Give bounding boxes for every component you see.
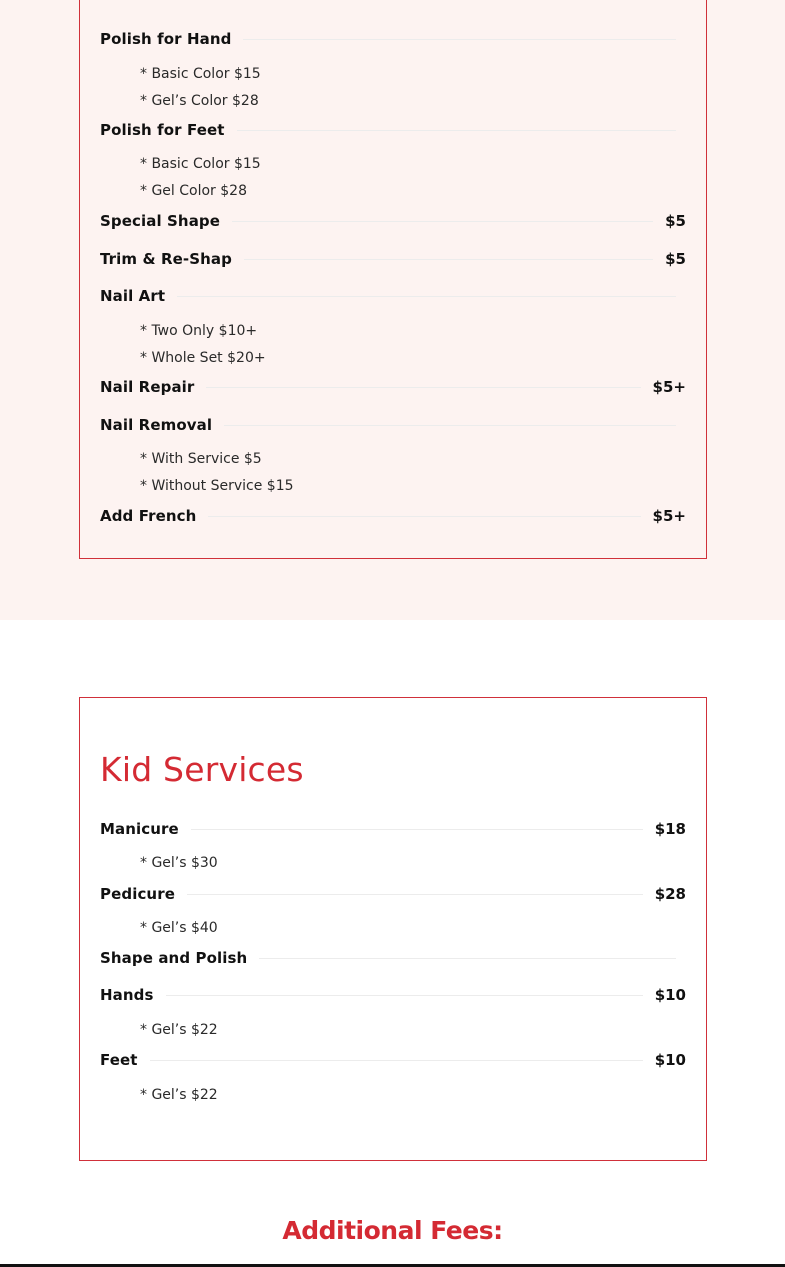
service-row-polish-hand [100, 28, 686, 50]
service-name: Shape and Polish [100, 949, 248, 967]
service-row-nail-removal [100, 414, 686, 436]
additional-fees-title: Additional Fees: [282, 1216, 503, 1245]
service-row-manicure [100, 818, 686, 840]
service-row-nail-repair [100, 376, 686, 398]
service-row-add-french [100, 505, 686, 527]
service-sub-item: * Gel’s $22 [140, 1022, 218, 1038]
service-row-shape-polish [100, 947, 686, 969]
service-name: Nail Repair [100, 378, 195, 396]
leader-line [224, 425, 676, 426]
kid-services-card [79, 697, 707, 1161]
service-name: Manicure [100, 820, 179, 838]
section-title: Kid Services [100, 750, 304, 789]
service-sub-item: * Gel’s $30 [140, 855, 218, 871]
leader-line [237, 130, 676, 131]
leader-line [243, 39, 676, 40]
service-name: Add French [100, 507, 197, 525]
service-price: $18 [654, 820, 686, 838]
service-name: Pedicure [100, 885, 175, 903]
service-sub-item: * Gel’s $40 [140, 920, 218, 936]
leader-line [191, 829, 643, 830]
service-price: $5+ [652, 507, 686, 525]
service-name: Hands [100, 986, 154, 1004]
service-sub-item: * Two Only $10+ [140, 323, 258, 339]
service-price: $10 [654, 986, 686, 1004]
service-sub-item: * Basic Color $15 [140, 156, 261, 172]
service-sub-item: * Basic Color $15 [140, 66, 261, 82]
leader-line [150, 1060, 643, 1061]
leader-line [177, 296, 676, 297]
nail-services-card [79, 0, 707, 559]
service-price: $5 [665, 212, 686, 230]
service-name: Nail Art [100, 287, 166, 305]
leader-line [259, 958, 676, 959]
service-name: Polish for Feet [100, 121, 225, 139]
service-price: $5+ [652, 378, 686, 396]
service-name: Trim & Re-Shap [100, 250, 232, 268]
service-sub-item: * With Service $5 [140, 451, 262, 467]
leader-line [232, 221, 653, 222]
service-name: Special Shape [100, 212, 221, 230]
service-sub-item: * Gel Color $28 [140, 183, 247, 199]
service-name: Polish for Hand [100, 30, 232, 48]
service-price: $10 [654, 1051, 686, 1069]
service-row-trim-reshap [100, 248, 686, 270]
leader-line [208, 516, 640, 517]
service-row-feet [100, 1049, 686, 1071]
service-row-polish-feet [100, 119, 686, 141]
leader-line [206, 387, 640, 388]
service-sub-item: * Gel’s Color $28 [140, 93, 259, 109]
service-name: Feet [100, 1051, 138, 1069]
service-row-hands [100, 984, 686, 1006]
service-name: Nail Removal [100, 416, 213, 434]
leader-line [244, 259, 653, 260]
service-row-nail-art [100, 285, 686, 307]
service-price: $28 [654, 885, 686, 903]
service-sub-item: * Whole Set $20+ [140, 350, 266, 366]
service-row-pedicure [100, 883, 686, 905]
service-price: $5 [665, 250, 686, 268]
service-sub-item: * Gel’s $22 [140, 1087, 218, 1103]
service-sub-item: * Without Service $15 [140, 478, 294, 494]
service-row-special-shape [100, 210, 686, 232]
leader-line [166, 995, 643, 996]
leader-line [187, 894, 643, 895]
